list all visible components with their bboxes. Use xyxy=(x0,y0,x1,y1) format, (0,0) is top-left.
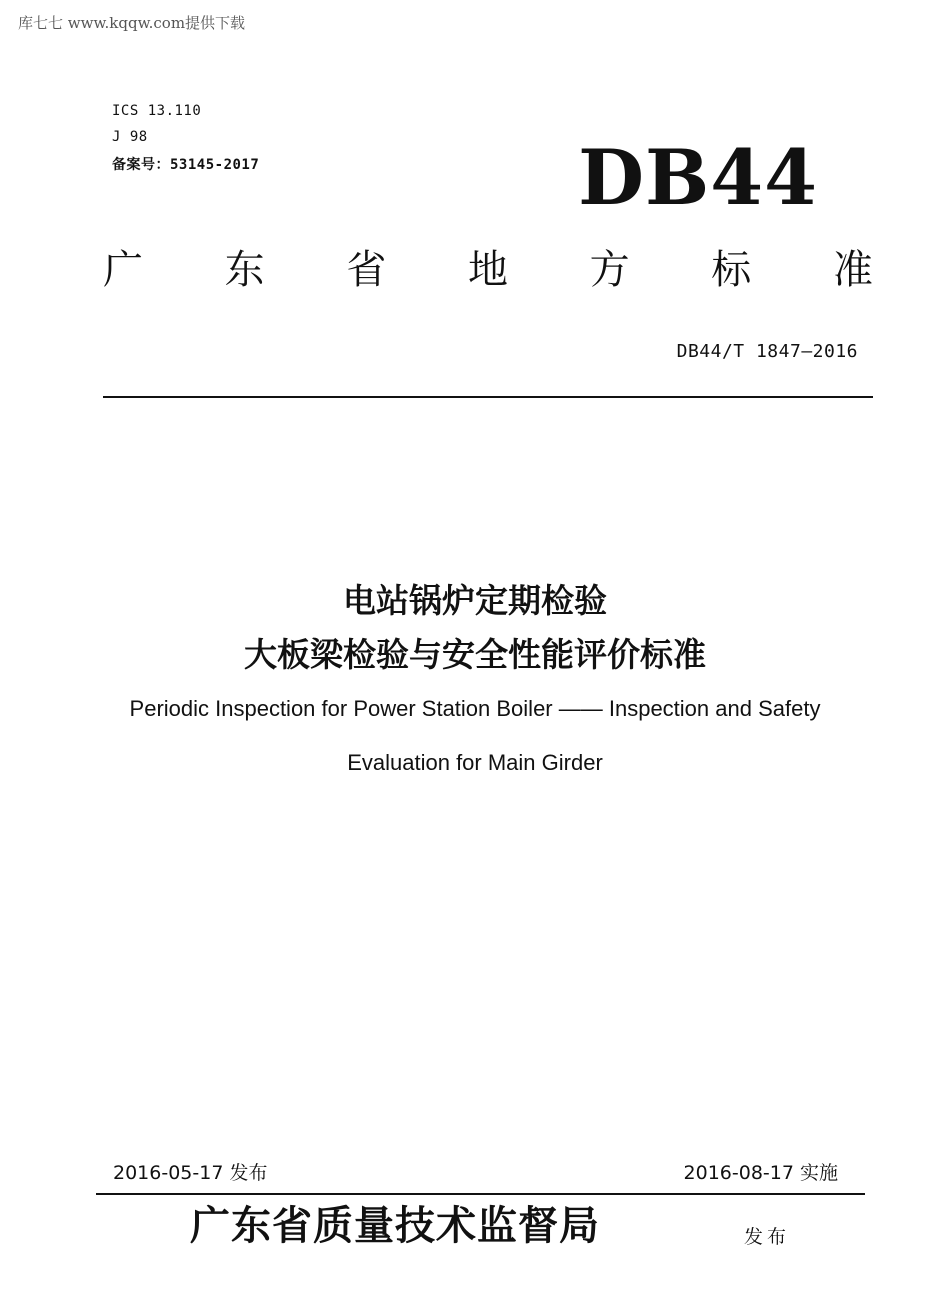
top-divider xyxy=(103,396,873,398)
standard-type-char: 准 xyxy=(832,247,873,293)
standard-type-char: 方 xyxy=(589,247,630,293)
english-title-line-2: Evaluation for Main Girder xyxy=(347,750,603,775)
english-title-line-1: Periodic Inspection for Power Station Boiler —— Inspection and Safety xyxy=(129,696,821,721)
standard-number: DB44/T 1847—2016 xyxy=(676,341,858,362)
implementation-date: 2016-08-17 实施 xyxy=(683,1162,838,1184)
chinese-title-line-1: 电站锅炉定期检验 xyxy=(343,581,607,620)
standard-type-char: 地 xyxy=(467,247,508,293)
chinese-title-line-2: 大板梁检验与安全性能评价标准 xyxy=(244,635,706,674)
standard-type-char: 省 xyxy=(346,247,387,293)
release-date: 2016-05-17 发布 xyxy=(113,1162,268,1184)
ics-code: ICS 13.110 xyxy=(112,103,202,119)
issuer-name: 广东省质量技术监督局 xyxy=(190,1202,600,1249)
db44-logo: DB44 xyxy=(578,133,818,222)
issue-label: 发布 xyxy=(744,1226,791,1248)
bottom-divider xyxy=(96,1193,865,1195)
standard-type-char: 广 xyxy=(103,247,143,293)
standard-type-char: 东 xyxy=(224,247,265,293)
record-number: 备案号：53145-2017 xyxy=(112,157,260,173)
watermark-text: 库七七 www.kqqw.com提供下载 xyxy=(18,14,246,32)
standard-type-heading xyxy=(103,247,873,293)
standard-type-char: 标 xyxy=(711,247,752,293)
ccs-code: J 98 xyxy=(112,129,148,145)
